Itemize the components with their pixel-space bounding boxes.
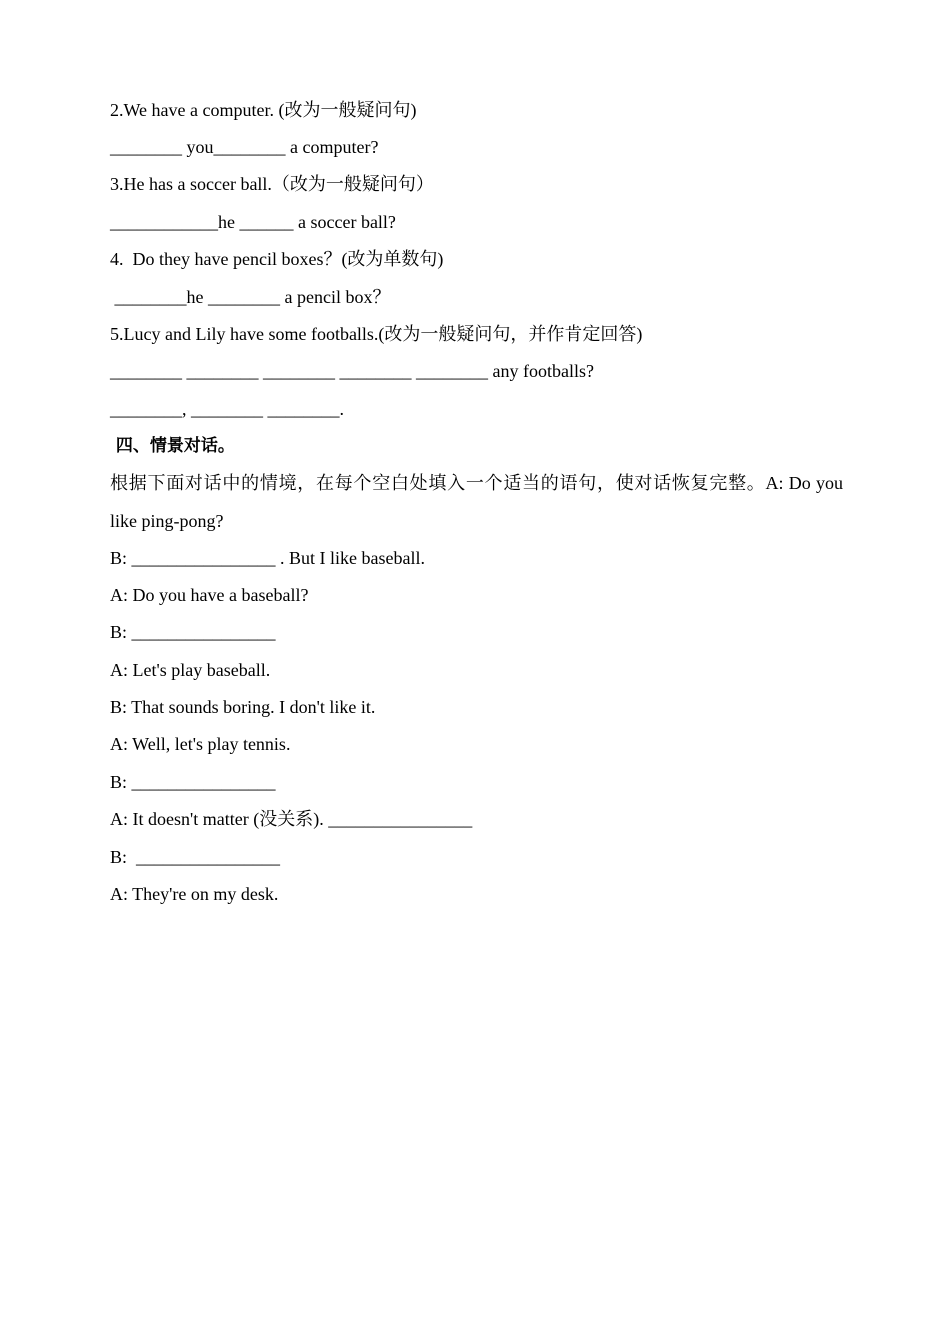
- dialogue-line: A: Well, let's play tennis.: [110, 734, 291, 754]
- dialogue-line: A: Do you have a baseball?: [110, 585, 309, 605]
- question-3: 3.He has a soccer ball.（改为一般疑问句）: [110, 174, 434, 194]
- answer-line-2: ________ you________ a computer?: [110, 137, 379, 157]
- dialogue-line: B: ________________: [110, 772, 276, 792]
- answer-line-5b: ________, ________ ________.: [110, 399, 344, 419]
- dialogue-line: B: ________________ . But I like baseball.: [110, 548, 425, 568]
- question-2: 2.We have a computer. (改为一般疑问句): [110, 100, 417, 120]
- answer-line-4: ________he ________ a pencil box？: [110, 287, 391, 307]
- dialogue-line: B: That sounds boring. I don't like it.: [110, 697, 376, 717]
- question-4: 4. Do they have pencil boxes？(改为单数句): [110, 249, 444, 269]
- answer-line-5a: ________ ________ ________ ________ ________ any footballs?: [110, 361, 594, 381]
- answer-line-3: ____________he ______ a soccer ball?: [110, 212, 396, 232]
- dialogue-line: B: ________________: [110, 622, 276, 642]
- dialogue-line: A: They're on my desk.: [110, 884, 279, 904]
- dialogue-line: B: ________________: [110, 847, 281, 867]
- section-instruction: 根据下面对话中的情境，在每个空白处填入一个适当的语句，使对话恢复完整。A: Do you like ping-pong?: [110, 473, 843, 531]
- section-heading: 四、情景对话。: [110, 436, 235, 456]
- question-5: 5.Lucy and Lily have some footballs.(改为一般疑问句，并作肯定回答): [110, 324, 643, 344]
- dialogue-line: A: It doesn't matter (没关系). ________________: [110, 809, 473, 829]
- dialogue-line: A: Let's play baseball.: [110, 660, 271, 680]
